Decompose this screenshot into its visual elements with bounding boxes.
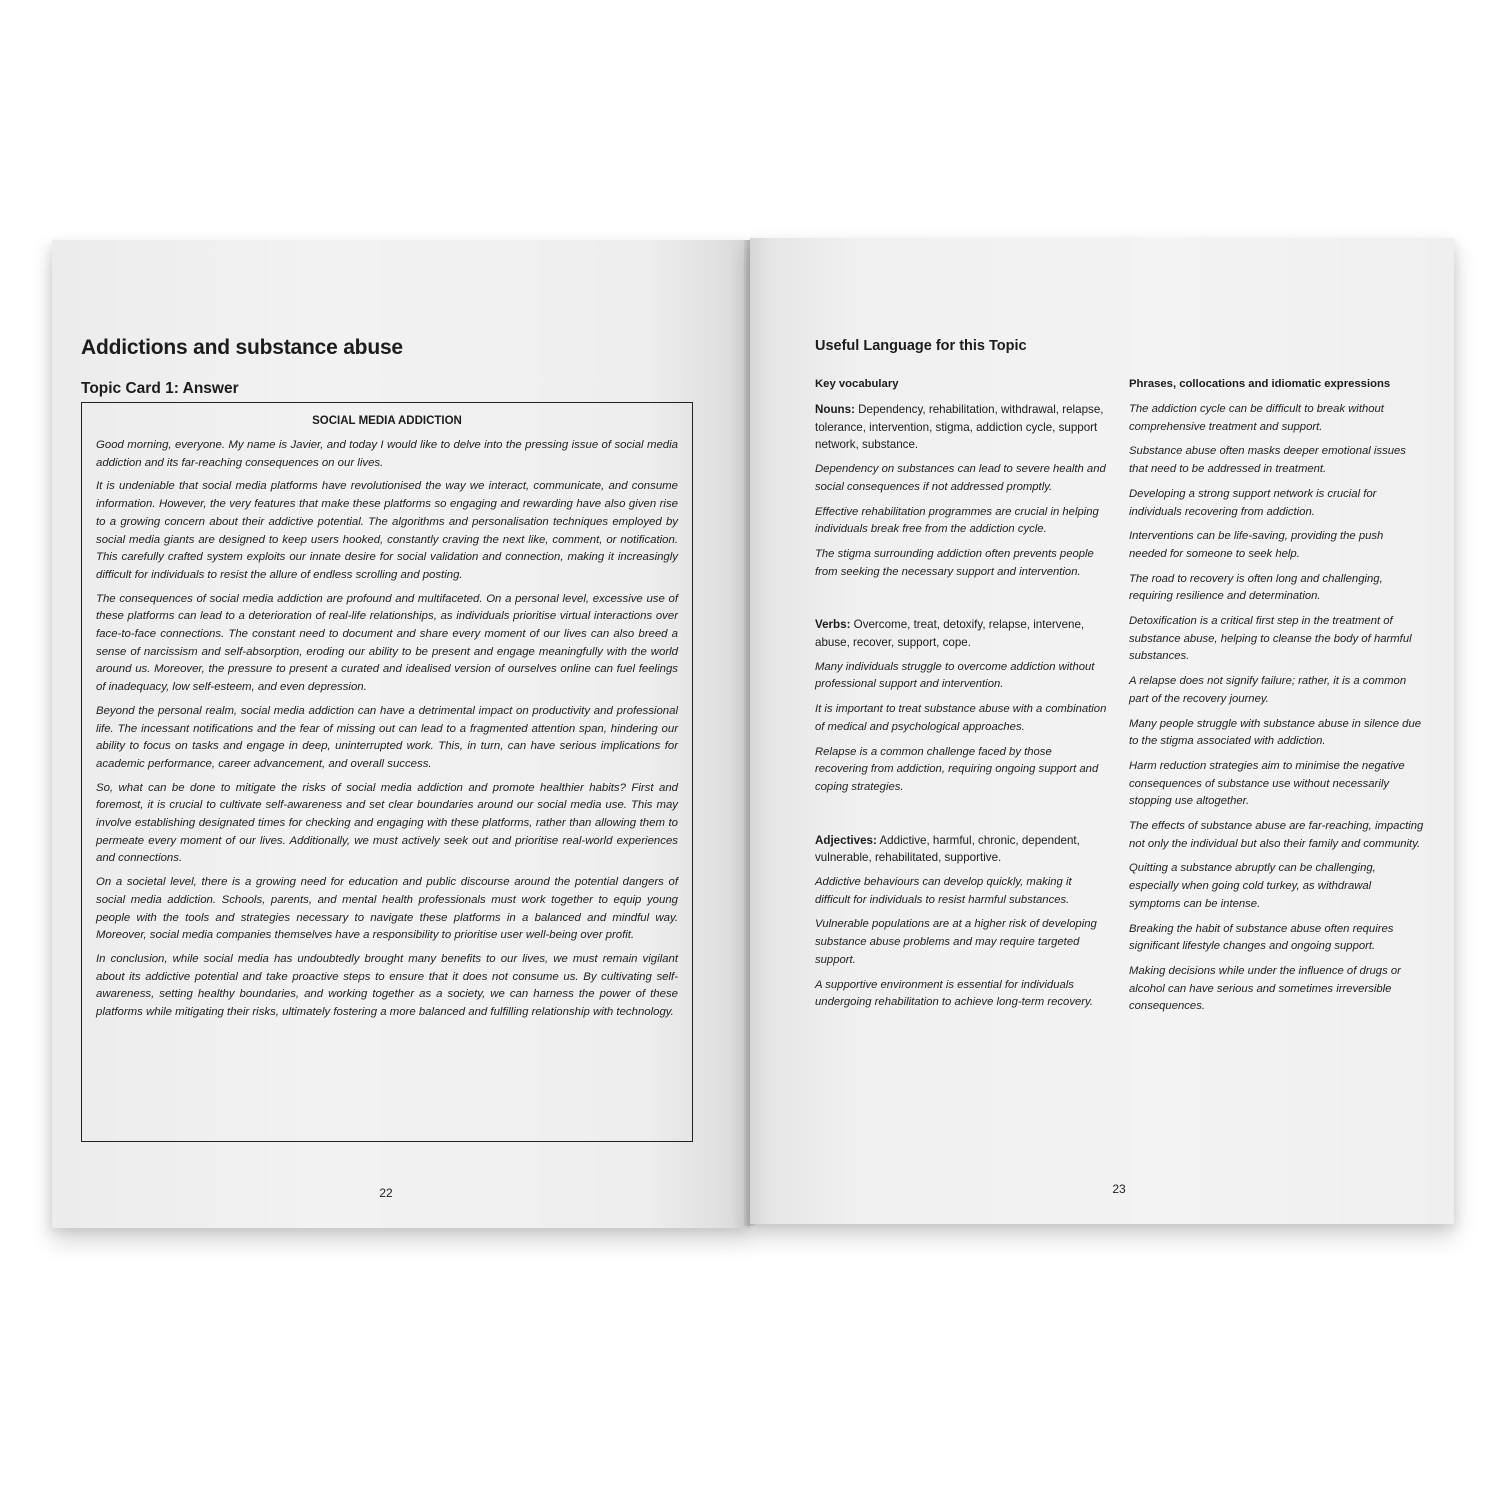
essay-paragraph: So, what can be done to mitigate the risks of social media addiction and promote healthier habits? First and foremost, it is crucial to cultivate self-awareness and set clear boundaries around our social media use. This may involve establishing designated times for checking and engaging with these platforms, rather than allowing them to permeate every moment of our lives. Additionally, we must actively seek out and prioritise real-world experiences and connections. — [96, 781, 678, 865]
adjectives-list: Addictive, harmful, chronic, dependent, vulnerable, rehabilitated, supportive. — [815, 833, 1080, 865]
phrase-example: The road to recovery is often long and challenging, requiring resilience and determination. — [1129, 572, 1383, 603]
phrase-example: Harm reduction strategies aim to minimise the negative consequences of substance use without necessarily stopping use altogether. — [1129, 759, 1405, 808]
right-page — [750, 238, 1454, 1224]
example-sentence: A supportive environment is essential for individuals undergoing rehabilitation to achieve long-term recovery. — [815, 978, 1093, 1009]
example-sentence: Dependency on substances can lead to severe health and social consequences if not addressed promptly. — [815, 463, 1106, 493]
phrase-example: Interventions can be life-saving, providing the push needed for someone to seek help. — [1129, 530, 1384, 560]
phrase-example: Many people struggle with substance abuse in silence due to the stigma associated with addiction. — [1129, 717, 1422, 748]
nouns-list: Dependency, rehabilitation, withdrawal, relapse, tolerance, intervention, stigma, addiction cycle, support network, substance. — [815, 403, 1104, 452]
essay-paragraph: Beyond the personal realm, social media addiction can have a detrimental impact on productivity and professional life. The incessant notifications and the fear of missing out can lead to a fragmented attention span, hindering our ability to focus on tasks and engage in deep, uninterrupted work. This, in turn, can have serious implications for academic performance, career advancement, and overall success. — [96, 704, 678, 770]
phrase-example: Making decisions while under the influence of drugs or alcohol can have serious and sometimes irreversible consequences. — [1129, 964, 1401, 1013]
phrase-example: The effects of substance abuse are far-reaching, impacting not only the individual but also their family and community. — [1129, 820, 1424, 850]
essay-paragraph: Good morning, everyone. My name is Javier, and today I would like to delve into the pressing issue of social media addiction and its far-reaching consequences on our lives. — [96, 439, 678, 469]
example-sentence: It is important to treat substance abuse with a combination of medical and psychological approaches. — [815, 703, 1107, 733]
nouns-terms — [815, 401, 1107, 454]
verbs-list: Overcome, treat, detoxify, relapse, intervene, abuse, recover, support, cope. — [815, 618, 1085, 650]
example-sentence: Relapse is a common challenge faced by those recovering from addiction, requiring ongoing support and coping strategies. — [815, 745, 1099, 793]
example-sentence: Many individuals struggle to overcome addiction without professional support and intervention. — [815, 660, 1095, 691]
phrase-example: The addiction cycle can be difficult to break without comprehensive treatment and support. — [1129, 403, 1384, 433]
essay-text — [96, 437, 678, 1022]
section-gap — [815, 804, 1107, 832]
phrase-example: Quitting a substance abruptly can be challenging, especially when going cold turkey, as withdrawal symptoms can be intense. — [1129, 862, 1376, 910]
nouns-label: Nouns: — [815, 403, 855, 416]
phrase-example: Detoxification is a critical first step in the treatment of substance abuse, helping to cleanse the body of harmful substances. — [1129, 615, 1412, 663]
example-sentence: The stigma surrounding addiction often prevents people from seeking the necessary support and intervention. — [815, 547, 1094, 578]
answer-box — [81, 402, 693, 1142]
page-number-left: 22 — [379, 1186, 393, 1200]
topic-card-title: Topic Card 1: Answer — [81, 380, 239, 397]
key-vocabulary-heading: Key vocabulary — [815, 378, 899, 390]
adjectives-label: Adjectives: — [815, 833, 877, 847]
verbs-terms — [815, 616, 1107, 651]
phrase-example: Breaking the habit of substance abuse often requires significant lifestyle changes and ongoing support. — [1129, 922, 1394, 953]
adjectives-terms — [815, 832, 1107, 867]
essay-paragraph: In conclusion, while social media has undoubtedly brought many benefits to our lives, we must remain vigilant about its addictive potential and take proactive steps to ensure that it does not consume us. By cultivating self-awareness, setting healthy boundaries, and working together as a society, we can harness the power of these platforms while mitigating their risks, ultimately fostering a more balanced and fulfilling relationship with technology. — [96, 952, 678, 1019]
section-gap — [815, 588, 1107, 616]
example-sentence: Effective rehabilitation programmes are crucial in helping individuals break free from the addiction cycle. — [815, 505, 1099, 536]
example-sentence: Vulnerable populations are at a higher risk of developing substance abuse problems and may require targeted support. — [815, 918, 1097, 966]
essay-paragraph: It is undeniable that social media platforms have revolutionised the way we interact, communicate, and consume information. However, the very features that make these platforms so engaging and rewarding have also given rise to a growing concern about their addictive potential. The algorithms and personalisation techniques employed by social media giants are designed to keep users hooked, constantly craving the next like, comment, or notification. This carefully crafted system exploits our innate desire for social validation and connection, making it increasingly difficult for individuals to resist the allure of endless scrolling and posting. — [96, 480, 678, 581]
answer-box-heading: SOCIAL MEDIA ADDICTION — [312, 415, 462, 427]
left-page — [52, 240, 750, 1228]
page-number-right: 23 — [1112, 1182, 1126, 1196]
example-sentence: Addictive behaviours can develop quickly, making it difficult for individuals to resist harmful substances. — [815, 876, 1072, 906]
verbs-label: Verbs: — [815, 618, 851, 632]
phrase-example: Substance abuse often masks deeper emotional issues that need to be addressed in treatment. — [1129, 445, 1406, 476]
page-title: Addictions and substance abuse — [81, 336, 403, 359]
phrase-example: A relapse does not signify failure; rather, it is a common part of the recovery journey. — [1129, 675, 1407, 705]
essay-paragraph: On a societal level, there is a growing need for education and public discourse around the potential dangers of social media addiction. Schools, parents, and mental health professionals must work together to equip young people with the tools and strategies necessary to navigate these platforms in a balanced and mindful way. Moreover, social media companies themselves have a responsibility to prioritise user well-being over profit. — [96, 876, 678, 942]
phrase-example: Developing a strong support network is crucial for individuals recovering from addiction. — [1129, 487, 1377, 518]
key-vocabulary-column — [815, 376, 1107, 1019]
essay-paragraph: The consequences of social media addiction are profound and multifaceted. On a personal level, excessive use of these platforms can lead to a deterioration of real-life relationships, as individuals prioritise virtual interactions over face-to-face connections. The constant need to document and share every moment of our lives can also breed a sense of narcissism and self-absorption, eroding our ability to be present and engage meaningfully with the world around us. Moreover, the pressure to present a curated and idealised version of ourselves online can fuel feelings of inadequacy, low self-esteem, and even depression. — [96, 592, 678, 694]
phrases-heading: Phrases, collocations and idiomatic expressions — [1129, 378, 1391, 390]
phrases-column — [1129, 376, 1424, 1023]
left-page-content — [81, 336, 693, 1142]
useful-language-title: Useful Language for this Topic — [815, 338, 1027, 354]
